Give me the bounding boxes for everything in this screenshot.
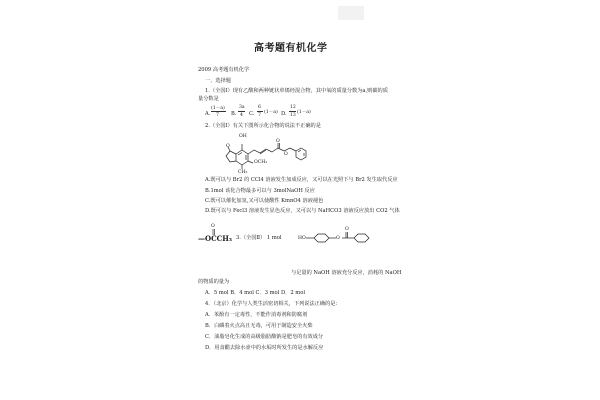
q2-option-c: C.既可以催化加氢,又可以使酸性 KmnO4 溶液褪色 — [205, 198, 324, 204]
q1-option-a-denominator: 7 — [216, 113, 219, 118]
q2-molecule-diagram — [218, 132, 328, 174]
q1-text-line2: 量分数是 — [198, 96, 219, 102]
q1-option-b-numerator: 3a — [239, 105, 245, 110]
q1-option-c-denominator: 7 — [258, 113, 261, 118]
q4-option-a: A．苯酚有一定毒性，不能作消毒剂和防腐剂 — [205, 312, 308, 318]
q4-option-b: B．白磷着火点高且无毒，可用于制造安全火柴 — [205, 323, 313, 329]
q3-formula-main: —OCCH₃ — [198, 234, 232, 243]
q2-option-a: A.既可以与 Br2 的 CCl4 溶液发生加成反应，又可以在光照下与 Br2 发生取代反应 — [205, 177, 398, 183]
year-heading: 2009 高考题有机化学 — [198, 67, 250, 73]
q3-options: A．5 mol B．4 mol C．3 mol D．2 mol — [205, 290, 305, 296]
q1-option-d-fraction-bar — [289, 111, 296, 112]
q2-option-b: B.1mol 该化合物最多可以与 3molNaOH 反应 — [205, 188, 315, 194]
q3-structure-ho: HO — [298, 236, 306, 241]
page-title: 高考题有机化学 — [254, 43, 328, 54]
q3-structure-carbonyl-o: O — [345, 227, 349, 232]
q1-option-c-label: C. — [249, 111, 255, 117]
q1-option-d-tail: (1－a) — [297, 110, 311, 115]
q1-option-a-numerator: (1－a) — [211, 106, 225, 111]
q1-option-d-numerator: 12 — [290, 105, 296, 110]
q2-structure-ch3: CH₃ — [238, 170, 248, 175]
q1-option-b-denominator: 4 — [240, 113, 243, 118]
q3-text-line2: 的物质的量为 — [198, 279, 230, 285]
q4-option-c: C．油脂皂化生成的高级脂肪酸钠是肥皂的有效成分 — [205, 334, 324, 340]
q2-structure-ester-o: O — [284, 152, 288, 157]
q2-stem: 2.（全国Ⅰ）有关下图所示化合物的说法不正确的是 — [205, 123, 321, 129]
q2-structure-och3: OCH₃ — [254, 160, 268, 165]
q1-option-c-numerator: 6 — [258, 105, 261, 110]
q1-option-b-fraction-bar — [238, 111, 245, 112]
q2-structure-ring-o: O — [226, 144, 230, 149]
q1-option-a-fraction-bar — [211, 111, 226, 112]
q3-molecule-diagram — [306, 228, 378, 248]
q1-text-line1: 1.（全国Ⅰ）现有乙酸和两种链状单烯烃混合物，其中氧的质量分数为a,则碳的质 — [205, 88, 388, 94]
q3-structure-ester-o: O — [336, 236, 340, 241]
section-heading: 一、选择题 — [205, 78, 231, 84]
watermark-mark — [338, 6, 364, 20]
q1-option-a-label: A. — [205, 111, 211, 117]
q1-option-d-denominator: 13 — [290, 113, 296, 118]
q1-option-b-label: B. — [231, 111, 237, 117]
q2-structure-carbonyl-o: O — [276, 139, 280, 144]
q3-text-line1: 与足量的 NaOH 溶液充分反应，消耗的 NaOH — [291, 270, 402, 276]
q4-option-d: D．用食醋去除水壶中的水垢时所发生的是水解反应 — [205, 345, 324, 351]
q1-option-c-tail: (1－a) — [264, 110, 278, 115]
q4-stem: 4．（北京）化学与人类生活密切相关，下列说法正确的是： — [205, 301, 341, 307]
q3-formula-suffix: 3.（全国Ⅱ） 1 mol — [236, 235, 282, 241]
q1-option-d-label: D. — [281, 111, 287, 117]
q2-option-d: D.既可以与 Fecl3 溶液发生显色反应，又可以与 NaHCO3 溶液反应放出 CO2 气体 — [205, 208, 400, 214]
q2-structure-oh: OH — [239, 134, 247, 139]
q3-formula-oxygen: O — [211, 224, 215, 229]
q1-option-c-fraction-bar — [257, 111, 263, 112]
